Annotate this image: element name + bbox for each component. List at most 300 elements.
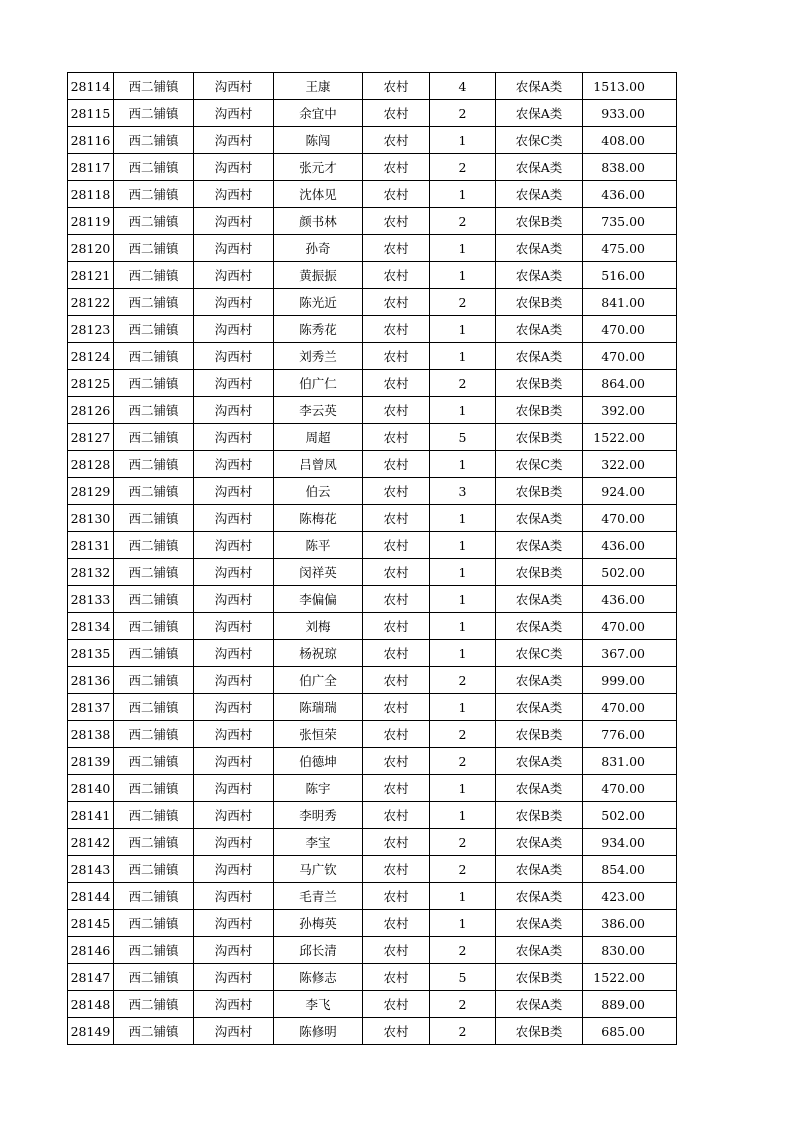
category-cell: 农保A类 [496, 100, 583, 127]
village-cell: 沟西村 [194, 316, 274, 343]
town-cell: 西二铺镇 [114, 505, 194, 532]
category-cell: 农保A类 [496, 586, 583, 613]
town-cell: 西二铺镇 [114, 127, 194, 154]
area-type-cell: 农村 [363, 208, 430, 235]
village-cell: 沟西村 [194, 1018, 274, 1045]
area-type-cell: 农村 [363, 100, 430, 127]
town-cell: 西二铺镇 [114, 532, 194, 559]
category-cell: 农保A类 [496, 73, 583, 100]
id-cell: 28118 [68, 181, 114, 208]
table-row [68, 100, 677, 127]
village-cell: 沟西村 [194, 127, 274, 154]
town-cell: 西二铺镇 [114, 424, 194, 451]
name-cell: 毛青兰 [274, 883, 363, 910]
table-row [68, 127, 677, 154]
id-cell: 28138 [68, 721, 114, 748]
count-cell: 2 [430, 1018, 496, 1045]
village-cell: 沟西村 [194, 721, 274, 748]
category-cell: 农保B类 [496, 208, 583, 235]
id-cell: 28137 [68, 694, 114, 721]
village-cell: 沟西村 [194, 802, 274, 829]
area-type-cell: 农村 [363, 289, 430, 316]
table-row [68, 154, 677, 181]
area-type-cell: 农村 [363, 451, 430, 478]
name-cell: 陈平 [274, 532, 363, 559]
table-row [68, 478, 677, 505]
amount-cell: 470.00 [583, 316, 677, 343]
area-type-cell: 农村 [363, 694, 430, 721]
village-cell: 沟西村 [194, 991, 274, 1018]
amount-cell: 516.00 [583, 262, 677, 289]
town-cell: 西二铺镇 [114, 478, 194, 505]
count-cell: 1 [430, 640, 496, 667]
count-cell: 2 [430, 748, 496, 775]
category-cell: 农保A类 [496, 829, 583, 856]
category-cell: 农保A类 [496, 154, 583, 181]
town-cell: 西二铺镇 [114, 73, 194, 100]
amount-cell: 470.00 [583, 613, 677, 640]
village-cell: 沟西村 [194, 397, 274, 424]
village-cell: 沟西村 [194, 964, 274, 991]
town-cell: 西二铺镇 [114, 667, 194, 694]
count-cell: 1 [430, 262, 496, 289]
area-type-cell: 农村 [363, 775, 430, 802]
village-cell: 沟西村 [194, 478, 274, 505]
table-row [68, 424, 677, 451]
area-type-cell: 农村 [363, 73, 430, 100]
area-type-cell: 农村 [363, 532, 430, 559]
name-cell: 伯广仁 [274, 370, 363, 397]
count-cell: 1 [430, 181, 496, 208]
count-cell: 2 [430, 370, 496, 397]
amount-cell: 470.00 [583, 505, 677, 532]
id-cell: 28135 [68, 640, 114, 667]
town-cell: 西二铺镇 [114, 802, 194, 829]
name-cell: 伯云 [274, 478, 363, 505]
village-cell: 沟西村 [194, 532, 274, 559]
town-cell: 西二铺镇 [114, 100, 194, 127]
name-cell: 刘秀兰 [274, 343, 363, 370]
count-cell: 1 [430, 910, 496, 937]
village-cell: 沟西村 [194, 613, 274, 640]
amount-cell: 502.00 [583, 559, 677, 586]
town-cell: 西二铺镇 [114, 1018, 194, 1045]
amount-cell: 889.00 [583, 991, 677, 1018]
category-cell: 农保A类 [496, 181, 583, 208]
area-type-cell: 农村 [363, 748, 430, 775]
category-cell: 农保B类 [496, 478, 583, 505]
area-type-cell: 农村 [363, 181, 430, 208]
id-cell: 28119 [68, 208, 114, 235]
category-cell: 农保A类 [496, 856, 583, 883]
area-type-cell: 农村 [363, 127, 430, 154]
category-cell: 农保A类 [496, 343, 583, 370]
table-row [68, 181, 677, 208]
amount-cell: 502.00 [583, 802, 677, 829]
category-cell: 农保B类 [496, 964, 583, 991]
town-cell: 西二铺镇 [114, 721, 194, 748]
amount-cell: 1522.00 [583, 964, 677, 991]
amount-cell: 838.00 [583, 154, 677, 181]
id-cell: 28115 [68, 100, 114, 127]
amount-cell: 831.00 [583, 748, 677, 775]
village-cell: 沟西村 [194, 937, 274, 964]
village-cell: 沟西村 [194, 262, 274, 289]
name-cell: 张恒荣 [274, 721, 363, 748]
id-cell: 28122 [68, 289, 114, 316]
count-cell: 1 [430, 802, 496, 829]
category-cell: 农保A类 [496, 667, 583, 694]
table-row [68, 235, 677, 262]
town-cell: 西二铺镇 [114, 451, 194, 478]
table-row [68, 559, 677, 586]
amount-cell: 436.00 [583, 181, 677, 208]
category-cell: 农保A类 [496, 316, 583, 343]
name-cell: 陈瑞瑞 [274, 694, 363, 721]
id-cell: 28127 [68, 424, 114, 451]
table-row [68, 451, 677, 478]
town-cell: 西二铺镇 [114, 181, 194, 208]
count-cell: 1 [430, 505, 496, 532]
id-cell: 28131 [68, 532, 114, 559]
category-cell: 农保B类 [496, 721, 583, 748]
name-cell: 陈梅花 [274, 505, 363, 532]
area-type-cell: 农村 [363, 883, 430, 910]
category-cell: 农保B类 [496, 559, 583, 586]
village-cell: 沟西村 [194, 829, 274, 856]
category-cell: 农保A类 [496, 532, 583, 559]
id-cell: 28116 [68, 127, 114, 154]
village-cell: 沟西村 [194, 883, 274, 910]
id-cell: 28142 [68, 829, 114, 856]
id-cell: 28139 [68, 748, 114, 775]
count-cell: 2 [430, 856, 496, 883]
name-cell: 余宜中 [274, 100, 363, 127]
town-cell: 西二铺镇 [114, 559, 194, 586]
village-cell: 沟西村 [194, 73, 274, 100]
area-type-cell: 农村 [363, 964, 430, 991]
town-cell: 西二铺镇 [114, 883, 194, 910]
amount-cell: 1513.00 [583, 73, 677, 100]
area-type-cell: 农村 [363, 505, 430, 532]
amount-cell: 854.00 [583, 856, 677, 883]
table-row [68, 289, 677, 316]
village-cell: 沟西村 [194, 370, 274, 397]
town-cell: 西二铺镇 [114, 991, 194, 1018]
category-cell: 农保A类 [496, 694, 583, 721]
name-cell: 李飞 [274, 991, 363, 1018]
category-cell: 农保B类 [496, 1018, 583, 1045]
table-row [68, 532, 677, 559]
village-cell: 沟西村 [194, 559, 274, 586]
area-type-cell: 农村 [363, 937, 430, 964]
table-row [68, 586, 677, 613]
name-cell: 吕曾凤 [274, 451, 363, 478]
table-row [68, 910, 677, 937]
count-cell: 1 [430, 127, 496, 154]
count-cell: 1 [430, 586, 496, 613]
amount-cell: 735.00 [583, 208, 677, 235]
amount-cell: 436.00 [583, 532, 677, 559]
town-cell: 西二铺镇 [114, 640, 194, 667]
town-cell: 西二铺镇 [114, 208, 194, 235]
village-cell: 沟西村 [194, 100, 274, 127]
category-cell: 农保A类 [496, 910, 583, 937]
town-cell: 西二铺镇 [114, 289, 194, 316]
count-cell: 2 [430, 829, 496, 856]
category-cell: 农保A类 [496, 262, 583, 289]
amount-cell: 830.00 [583, 937, 677, 964]
name-cell: 王康 [274, 73, 363, 100]
count-cell: 1 [430, 235, 496, 262]
town-cell: 西二铺镇 [114, 316, 194, 343]
category-cell: 农保A类 [496, 505, 583, 532]
amount-cell: 999.00 [583, 667, 677, 694]
table-row [68, 613, 677, 640]
name-cell: 沈体见 [274, 181, 363, 208]
id-cell: 28146 [68, 937, 114, 964]
amount-cell: 470.00 [583, 775, 677, 802]
amount-cell: 864.00 [583, 370, 677, 397]
name-cell: 陈闯 [274, 127, 363, 154]
table-row [68, 208, 677, 235]
id-cell: 28114 [68, 73, 114, 100]
name-cell: 孙奇 [274, 235, 363, 262]
table-row [68, 748, 677, 775]
town-cell: 西二铺镇 [114, 262, 194, 289]
name-cell: 马广钦 [274, 856, 363, 883]
village-cell: 沟西村 [194, 586, 274, 613]
count-cell: 5 [430, 424, 496, 451]
area-type-cell: 农村 [363, 991, 430, 1018]
area-type-cell: 农村 [363, 316, 430, 343]
table-row [68, 802, 677, 829]
count-cell: 2 [430, 208, 496, 235]
id-cell: 28126 [68, 397, 114, 424]
town-cell: 西二铺镇 [114, 235, 194, 262]
table-row [68, 937, 677, 964]
area-type-cell: 农村 [363, 1018, 430, 1045]
name-cell: 张元才 [274, 154, 363, 181]
id-cell: 28132 [68, 559, 114, 586]
area-type-cell: 农村 [363, 154, 430, 181]
table-row [68, 964, 677, 991]
amount-cell: 322.00 [583, 451, 677, 478]
town-cell: 西二铺镇 [114, 937, 194, 964]
area-type-cell: 农村 [363, 559, 430, 586]
area-type-cell: 农村 [363, 802, 430, 829]
table-row [68, 775, 677, 802]
area-type-cell: 农村 [363, 856, 430, 883]
amount-cell: 475.00 [583, 235, 677, 262]
amount-cell: 392.00 [583, 397, 677, 424]
id-cell: 28148 [68, 991, 114, 1018]
town-cell: 西二铺镇 [114, 829, 194, 856]
name-cell: 孙梅英 [274, 910, 363, 937]
id-cell: 28134 [68, 613, 114, 640]
town-cell: 西二铺镇 [114, 586, 194, 613]
category-cell: 农保A类 [496, 235, 583, 262]
village-cell: 沟西村 [194, 451, 274, 478]
id-cell: 28117 [68, 154, 114, 181]
id-cell: 28145 [68, 910, 114, 937]
table-row [68, 856, 677, 883]
count-cell: 1 [430, 694, 496, 721]
name-cell: 邱长清 [274, 937, 363, 964]
id-cell: 28141 [68, 802, 114, 829]
name-cell: 闵祥英 [274, 559, 363, 586]
town-cell: 西二铺镇 [114, 694, 194, 721]
id-cell: 28129 [68, 478, 114, 505]
table-row [68, 883, 677, 910]
area-type-cell: 农村 [363, 478, 430, 505]
area-type-cell: 农村 [363, 370, 430, 397]
category-cell: 农保B类 [496, 397, 583, 424]
village-cell: 沟西村 [194, 343, 274, 370]
area-type-cell: 农村 [363, 910, 430, 937]
count-cell: 2 [430, 154, 496, 181]
name-cell: 李宝 [274, 829, 363, 856]
village-cell: 沟西村 [194, 235, 274, 262]
count-cell: 1 [430, 451, 496, 478]
category-cell: 农保B类 [496, 289, 583, 316]
table-row [68, 721, 677, 748]
amount-cell: 1522.00 [583, 424, 677, 451]
table-row [68, 262, 677, 289]
id-cell: 28149 [68, 1018, 114, 1045]
category-cell: 农保B类 [496, 802, 583, 829]
amount-cell: 470.00 [583, 694, 677, 721]
amount-cell: 924.00 [583, 478, 677, 505]
name-cell: 杨祝琼 [274, 640, 363, 667]
village-cell: 沟西村 [194, 910, 274, 937]
table-row [68, 370, 677, 397]
table-row [68, 829, 677, 856]
name-cell: 颜书林 [274, 208, 363, 235]
count-cell: 2 [430, 991, 496, 1018]
category-cell: 农保A类 [496, 613, 583, 640]
amount-cell: 841.00 [583, 289, 677, 316]
area-type-cell: 农村 [363, 613, 430, 640]
count-cell: 1 [430, 775, 496, 802]
category-cell: 农保C类 [496, 127, 583, 154]
town-cell: 西二铺镇 [114, 964, 194, 991]
id-cell: 28128 [68, 451, 114, 478]
category-cell: 农保C类 [496, 451, 583, 478]
amount-cell: 386.00 [583, 910, 677, 937]
village-cell: 沟西村 [194, 289, 274, 316]
category-cell: 农保B类 [496, 424, 583, 451]
name-cell: 李云英 [274, 397, 363, 424]
id-cell: 28125 [68, 370, 114, 397]
village-cell: 沟西村 [194, 694, 274, 721]
village-cell: 沟西村 [194, 856, 274, 883]
town-cell: 西二铺镇 [114, 370, 194, 397]
table-body [68, 73, 677, 1045]
table-row [68, 1018, 677, 1045]
area-type-cell: 农村 [363, 829, 430, 856]
table-row [68, 694, 677, 721]
town-cell: 西二铺镇 [114, 397, 194, 424]
count-cell: 1 [430, 613, 496, 640]
id-cell: 28123 [68, 316, 114, 343]
amount-cell: 408.00 [583, 127, 677, 154]
town-cell: 西二铺镇 [114, 343, 194, 370]
table-row [68, 640, 677, 667]
area-type-cell: 农村 [363, 721, 430, 748]
village-cell: 沟西村 [194, 208, 274, 235]
name-cell: 陈光近 [274, 289, 363, 316]
village-cell: 沟西村 [194, 181, 274, 208]
town-cell: 西二铺镇 [114, 154, 194, 181]
town-cell: 西二铺镇 [114, 775, 194, 802]
id-cell: 28136 [68, 667, 114, 694]
table-row [68, 667, 677, 694]
category-cell: 农保A类 [496, 937, 583, 964]
name-cell: 陈秀花 [274, 316, 363, 343]
village-cell: 沟西村 [194, 154, 274, 181]
amount-cell: 423.00 [583, 883, 677, 910]
count-cell: 1 [430, 397, 496, 424]
area-type-cell: 农村 [363, 343, 430, 370]
name-cell: 伯德坤 [274, 748, 363, 775]
village-cell: 沟西村 [194, 667, 274, 694]
id-cell: 28147 [68, 964, 114, 991]
village-cell: 沟西村 [194, 640, 274, 667]
count-cell: 1 [430, 343, 496, 370]
count-cell: 1 [430, 559, 496, 586]
name-cell: 伯广全 [274, 667, 363, 694]
table-row [68, 397, 677, 424]
category-cell: 农保A类 [496, 883, 583, 910]
table-row [68, 316, 677, 343]
area-type-cell: 农村 [363, 397, 430, 424]
area-type-cell: 农村 [363, 424, 430, 451]
count-cell: 4 [430, 73, 496, 100]
area-type-cell: 农村 [363, 262, 430, 289]
id-cell: 28144 [68, 883, 114, 910]
id-cell: 28143 [68, 856, 114, 883]
amount-cell: 470.00 [583, 343, 677, 370]
area-type-cell: 农村 [363, 235, 430, 262]
id-cell: 28130 [68, 505, 114, 532]
amount-cell: 436.00 [583, 586, 677, 613]
amount-cell: 685.00 [583, 1018, 677, 1045]
count-cell: 2 [430, 667, 496, 694]
name-cell: 刘梅 [274, 613, 363, 640]
table-row [68, 505, 677, 532]
category-cell: 农保A类 [496, 748, 583, 775]
id-cell: 28133 [68, 586, 114, 613]
name-cell: 黄振振 [274, 262, 363, 289]
amount-cell: 933.00 [583, 100, 677, 127]
table-row [68, 73, 677, 100]
area-type-cell: 农村 [363, 586, 430, 613]
name-cell: 李明秀 [274, 802, 363, 829]
table-row [68, 991, 677, 1018]
village-cell: 沟西村 [194, 505, 274, 532]
count-cell: 2 [430, 100, 496, 127]
amount-cell: 367.00 [583, 640, 677, 667]
id-cell: 28140 [68, 775, 114, 802]
town-cell: 西二铺镇 [114, 748, 194, 775]
count-cell: 5 [430, 964, 496, 991]
records-table [67, 72, 677, 1045]
town-cell: 西二铺镇 [114, 910, 194, 937]
name-cell: 周超 [274, 424, 363, 451]
count-cell: 2 [430, 721, 496, 748]
amount-cell: 776.00 [583, 721, 677, 748]
